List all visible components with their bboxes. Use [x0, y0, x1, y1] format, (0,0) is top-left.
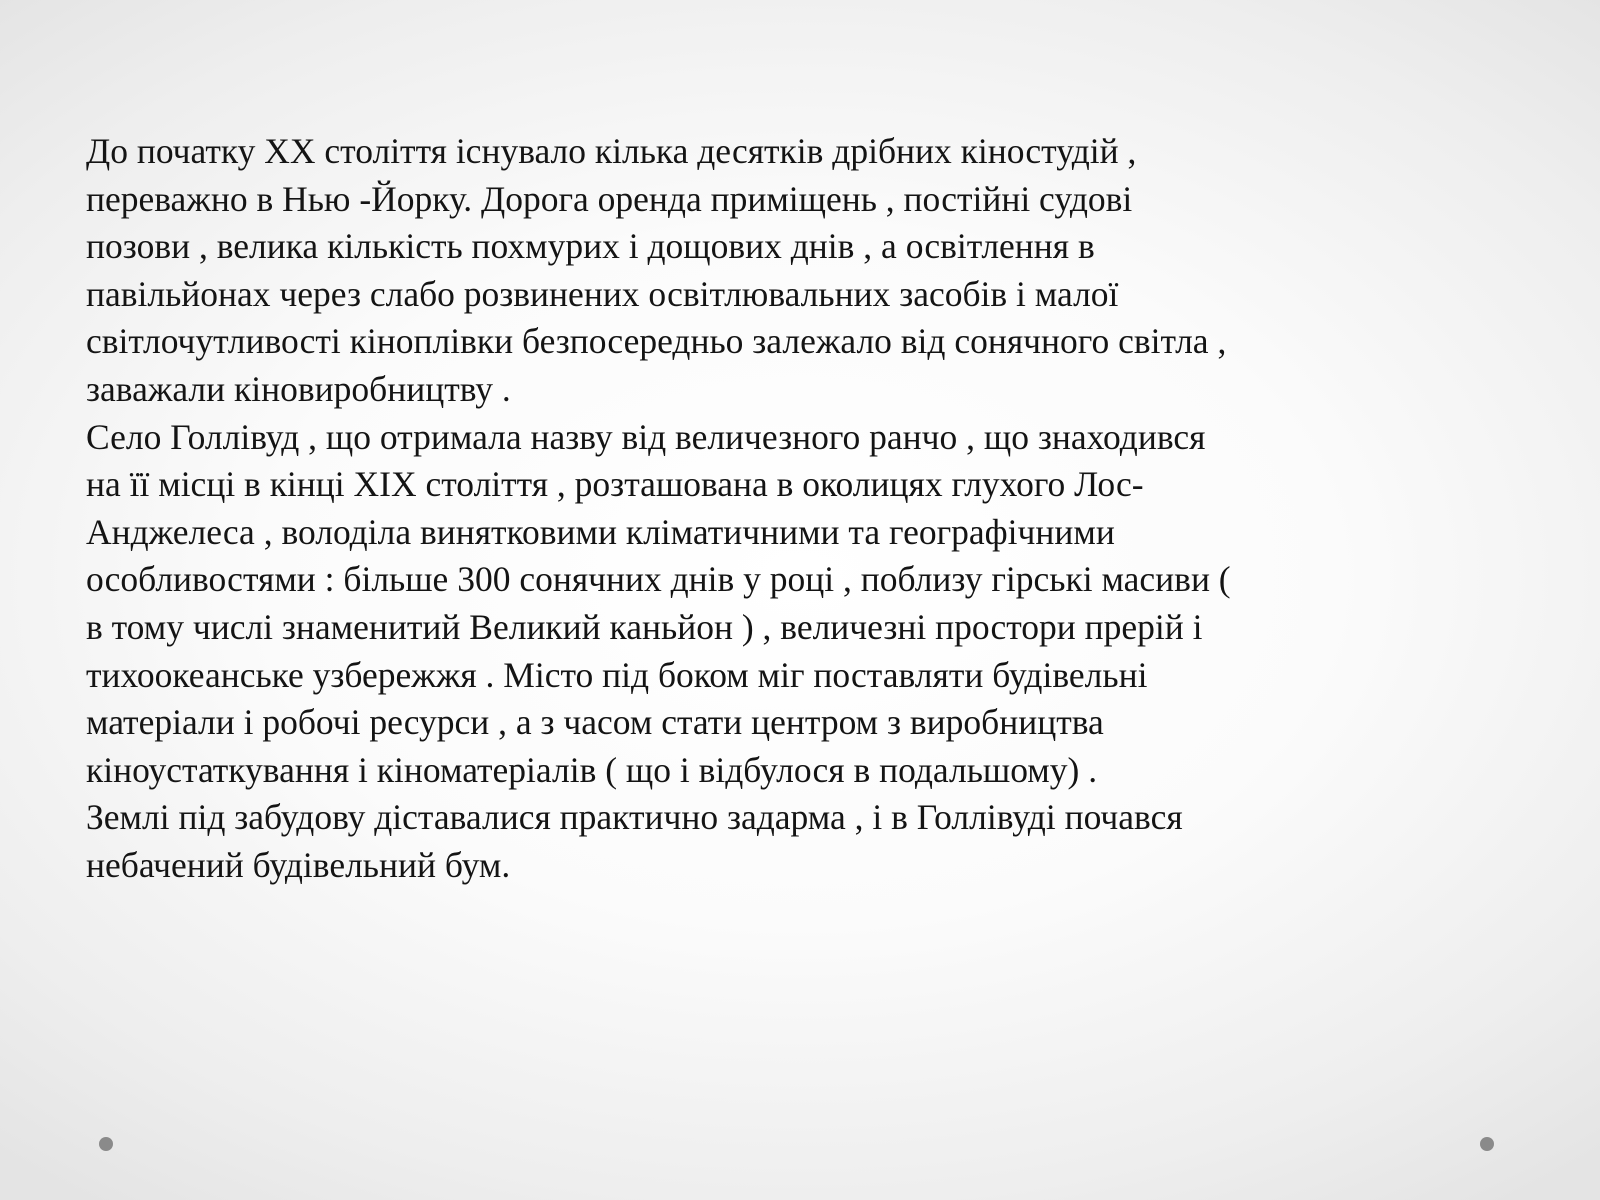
text-line: кіноустаткування і кіноматеріалів ( що і відбулося в подальшому) . — [86, 749, 1098, 790]
text-line: в тому числі знаменитий Великий каньйон ) , величезні простори прерій і — [86, 606, 1203, 647]
text-line: До початку ХХ століття існувало кілька десятків дрібних кіностудій , — [86, 131, 1137, 171]
text-line: матеріали і робочі ресурси , а з часом стати центром з виробництва — [86, 702, 1104, 743]
text-line: особливостями : більше 300 сонячних днів у році , поблизу гірські масиви ( — [86, 559, 1231, 600]
text-line: Село Голлівуд , що отримала назву від величезного ранчо , що знаходився — [86, 416, 1206, 457]
text-line: переважно в Нью -Йорку. Дорога оренда приміщень , постійні судові — [86, 178, 1133, 219]
text-line: заважали кіновиробництву . — [86, 368, 511, 409]
decorative-dot-icon — [1480, 1137, 1494, 1151]
slide-body-text — [86, 128, 1526, 890]
text-line: світлочутливості кіноплівки безпосередньо залежало від сонячного світла , — [86, 321, 1227, 362]
text-line: небачений будівельний бум. — [86, 844, 511, 885]
text-line: тихоокеанське узбережжя . Місто під боком міг поставляти будівельні — [86, 654, 1148, 695]
text-line: Анджелеса , володіла винятковими кліматичними та географічними — [86, 511, 1115, 552]
text-line: Землі під забудову діставалися практично задарма , і в Голлівуді почався — [86, 797, 1183, 838]
decorative-dot-icon — [99, 1137, 113, 1151]
text-line: павільйонах через слабо розвинених освітлювальних засобів і малої — [86, 273, 1119, 314]
text-line: позови , велика кількість похмурих і дощових днів , а освітлення в — [86, 226, 1095, 267]
text-line: на її місці в кінці XIX століття , розташована в околицях глухого Лос- — [86, 464, 1144, 505]
